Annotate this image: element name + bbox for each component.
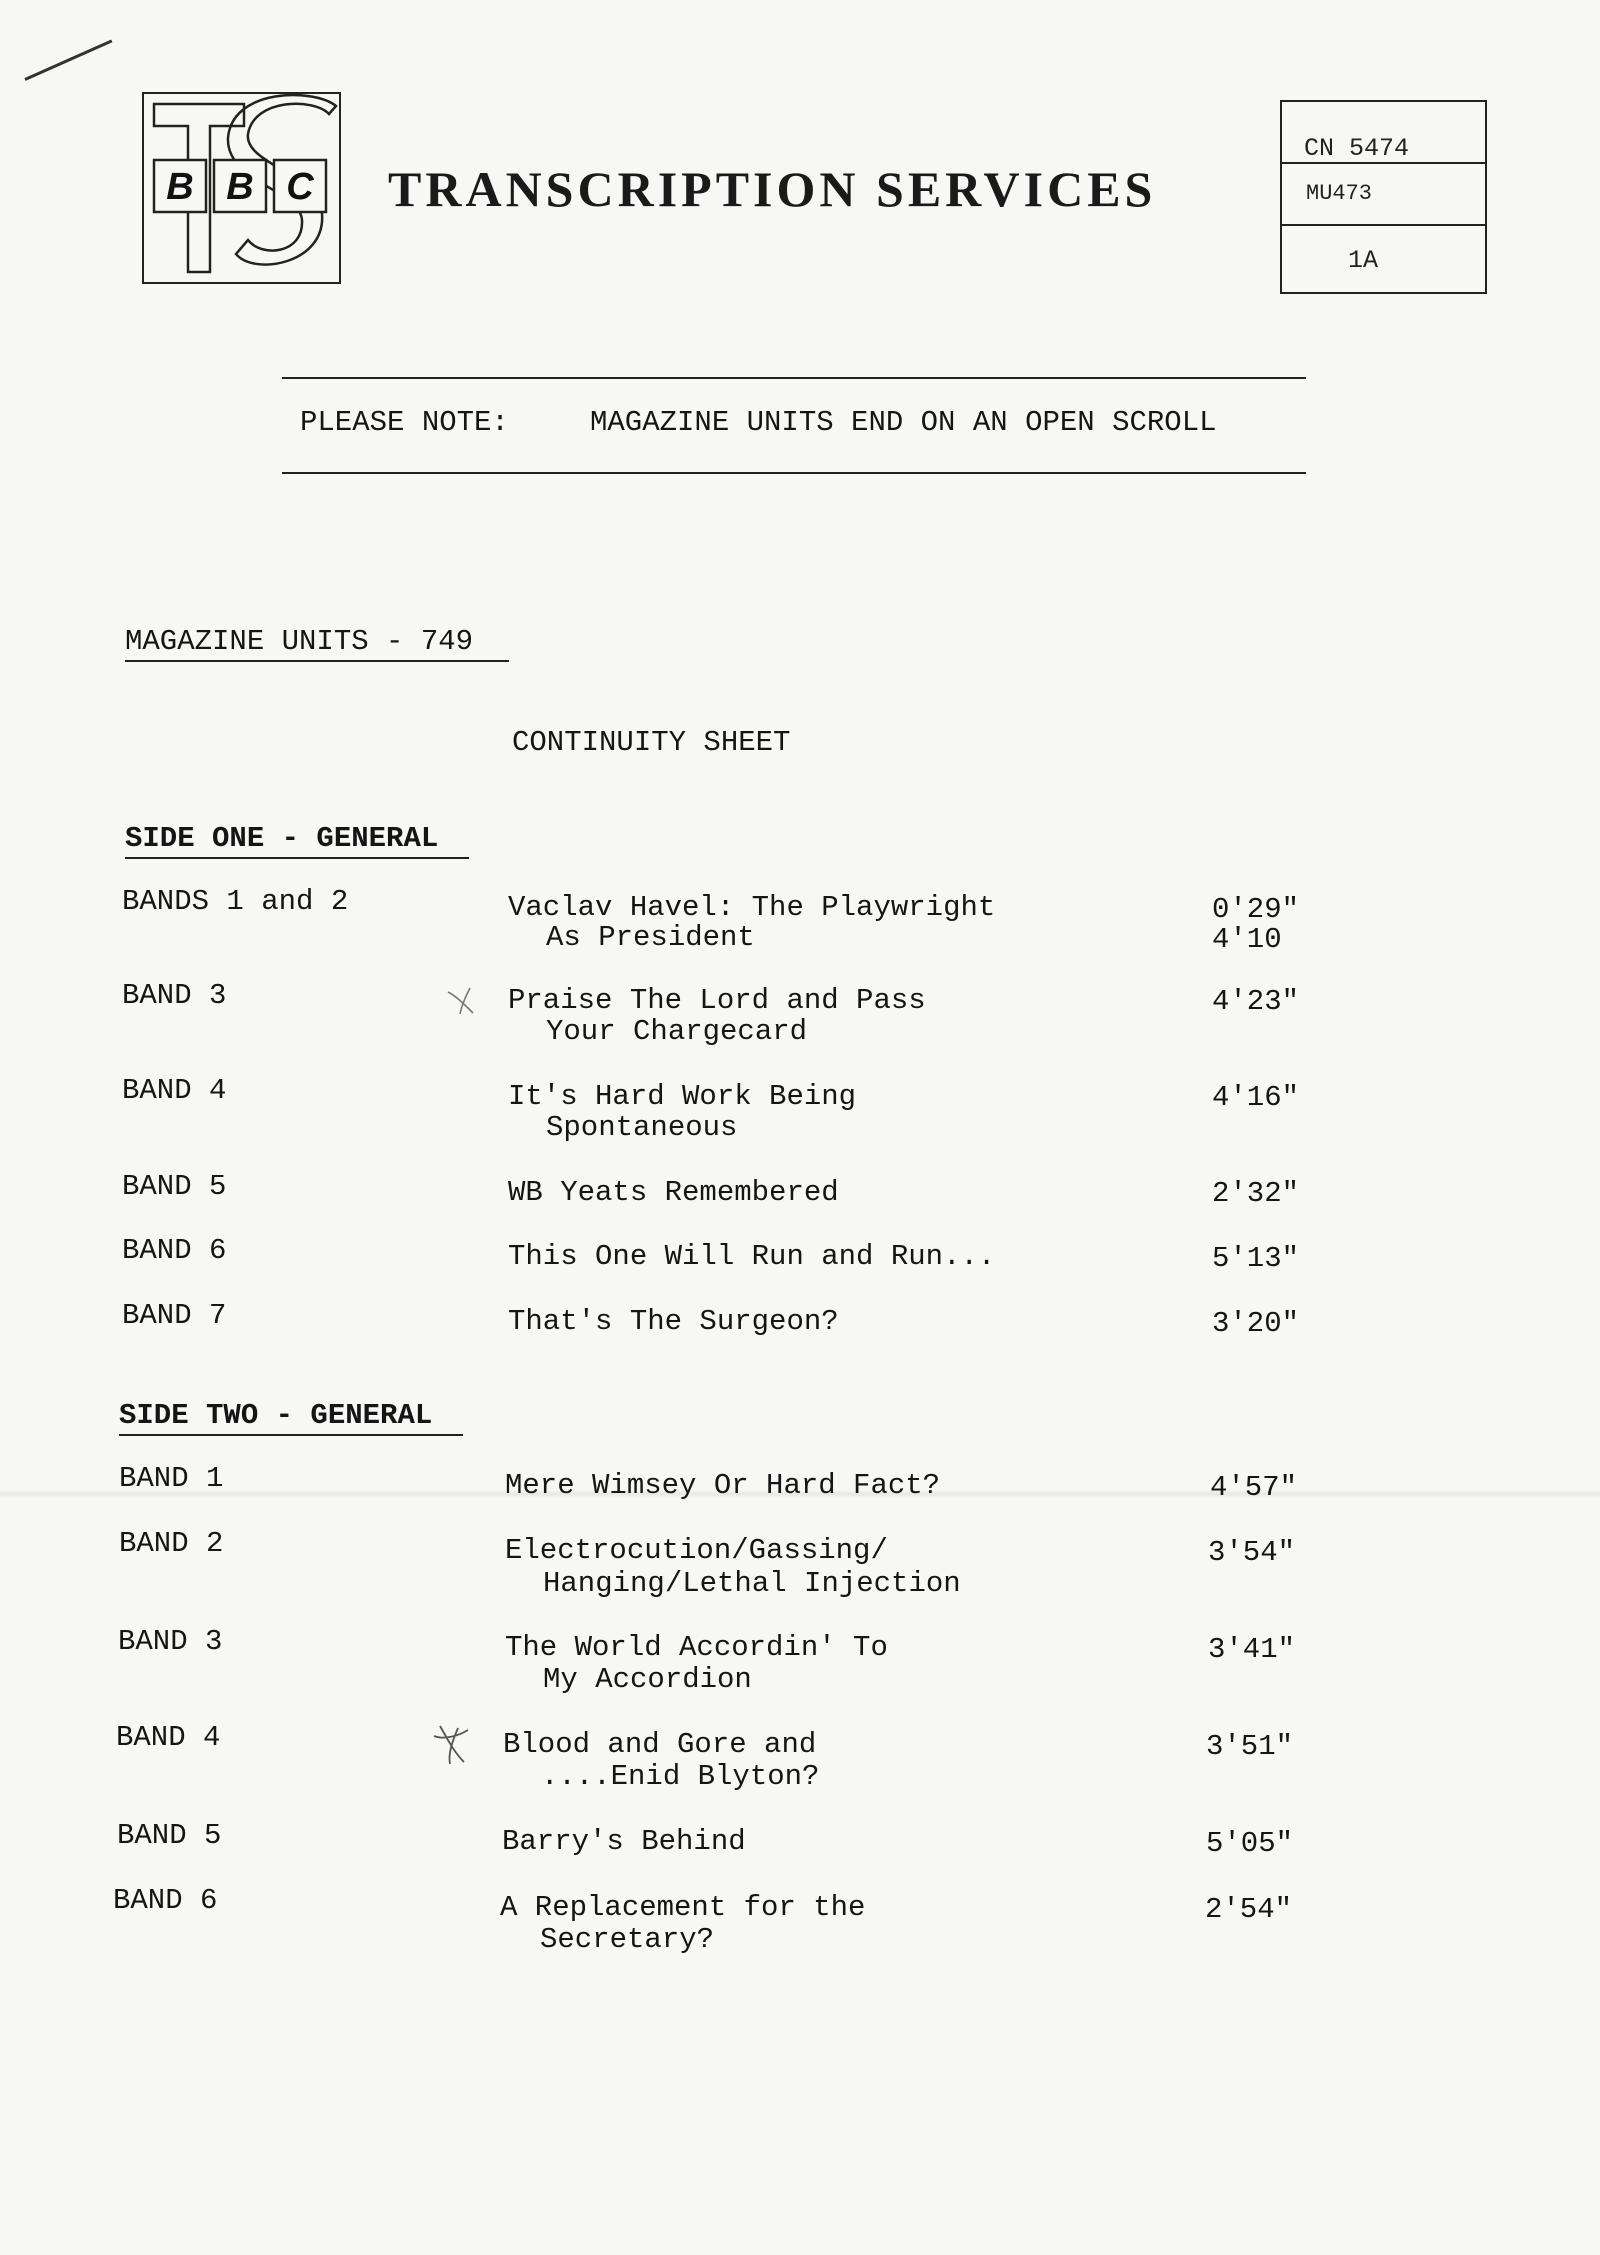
track-duration: 2'32" xyxy=(1212,1177,1300,1210)
band-label: BANDS 1 and 2 xyxy=(122,885,349,918)
handwritten-star-mark xyxy=(430,1722,472,1766)
catalogue-code: MU473 xyxy=(1306,181,1373,206)
catalogue-number: CN 5474 xyxy=(1304,134,1410,163)
side-one-heading-underline xyxy=(125,857,469,859)
track-title: Barry's Behind xyxy=(502,1825,746,1858)
band-label: BAND 2 xyxy=(119,1527,224,1560)
band-label: BAND 5 xyxy=(117,1819,222,1852)
track-duration: 4'16" xyxy=(1212,1081,1300,1114)
track-title-line2: As President xyxy=(546,921,755,954)
track-title: WB Yeats Remembered xyxy=(508,1176,839,1209)
track-duration-alt: 4'10 xyxy=(1212,923,1282,956)
track-title: Mere Wimsey Or Hard Fact? xyxy=(505,1469,941,1502)
side-one-heading: SIDE ONE - GENERAL xyxy=(125,822,439,855)
track-title: It's Hard Work Being xyxy=(508,1080,857,1113)
track-title: Praise The Lord and Pass xyxy=(508,984,926,1017)
track-title-line2: Your Chargecard xyxy=(546,1015,808,1048)
stray-pen-mark xyxy=(24,39,112,80)
svg-text:C: C xyxy=(286,166,314,208)
note-rule-top xyxy=(282,377,1306,379)
track-duration: 3'54" xyxy=(1208,1536,1296,1569)
track-title-line2: ....Enid Blyton? xyxy=(541,1760,820,1793)
handwritten-tick-mark xyxy=(446,986,476,1016)
ref-cell-catalogue xyxy=(1282,102,1485,164)
note-text: MAGAZINE UNITS END ON AN OPEN SCROLL xyxy=(590,406,1217,439)
track-duration: 3'41" xyxy=(1208,1633,1296,1666)
magazine-title: MAGAZINE UNITS - 749 xyxy=(125,625,474,658)
track-duration: 3'51" xyxy=(1206,1730,1294,1763)
track-title-line2: Secretary? xyxy=(540,1923,715,1956)
track-duration: 5'05" xyxy=(1206,1827,1294,1860)
side-two-heading-underline xyxy=(119,1434,463,1436)
band-label: BAND 4 xyxy=(116,1721,221,1754)
ref-cell-sheet xyxy=(1282,226,1485,290)
band-label: BAND 6 xyxy=(113,1884,218,1917)
band-label: BAND 4 xyxy=(122,1074,227,1107)
track-duration: 0'29" xyxy=(1212,893,1300,926)
track-title-line2: My Accordion xyxy=(543,1663,752,1696)
track-duration: 3'20" xyxy=(1212,1307,1300,1340)
ref-cell-code xyxy=(1282,164,1485,226)
svg-text:B: B xyxy=(166,166,194,208)
track-title-line2: Spontaneous xyxy=(546,1111,738,1144)
track-title: Vaclav Havel: The Playwright xyxy=(508,891,996,924)
track-duration: 2'54" xyxy=(1205,1893,1293,1926)
band-label: BAND 7 xyxy=(122,1299,227,1332)
band-label: BAND 3 xyxy=(118,1625,223,1658)
track-title: This One Will Run and Run... xyxy=(508,1240,996,1273)
svg-text:B: B xyxy=(226,166,254,208)
track-title: The World Accordin' To xyxy=(505,1631,888,1664)
track-title: A Replacement for the xyxy=(500,1891,866,1924)
bbc-ts-logo xyxy=(142,92,341,284)
side-two-heading: SIDE TWO - GENERAL xyxy=(119,1399,433,1432)
reference-box xyxy=(1280,100,1487,294)
continuity-title: CONTINUITY SHEET xyxy=(512,726,791,759)
band-label: BAND 3 xyxy=(122,979,227,1012)
track-title: Electrocution/Gassing/ xyxy=(505,1534,888,1567)
note-rule-bottom xyxy=(282,472,1306,474)
track-title: Blood and Gore and xyxy=(503,1728,817,1761)
track-duration: 5'13" xyxy=(1212,1242,1300,1275)
magazine-title-underline xyxy=(125,660,509,662)
track-duration: 4'57" xyxy=(1210,1471,1298,1504)
service-title: TRANSCRIPTION SERVICES xyxy=(388,161,1157,217)
band-label: BAND 6 xyxy=(122,1234,227,1267)
track-title-line2: Hanging/Lethal Injection xyxy=(543,1567,961,1600)
track-title: That's The Surgeon? xyxy=(508,1305,839,1338)
sheet-number: 1A xyxy=(1348,246,1379,275)
band-label: BAND 1 xyxy=(119,1462,224,1495)
band-label: BAND 5 xyxy=(122,1170,227,1203)
note-label: PLEASE NOTE: xyxy=(300,406,509,439)
track-duration: 4'23" xyxy=(1212,985,1300,1018)
